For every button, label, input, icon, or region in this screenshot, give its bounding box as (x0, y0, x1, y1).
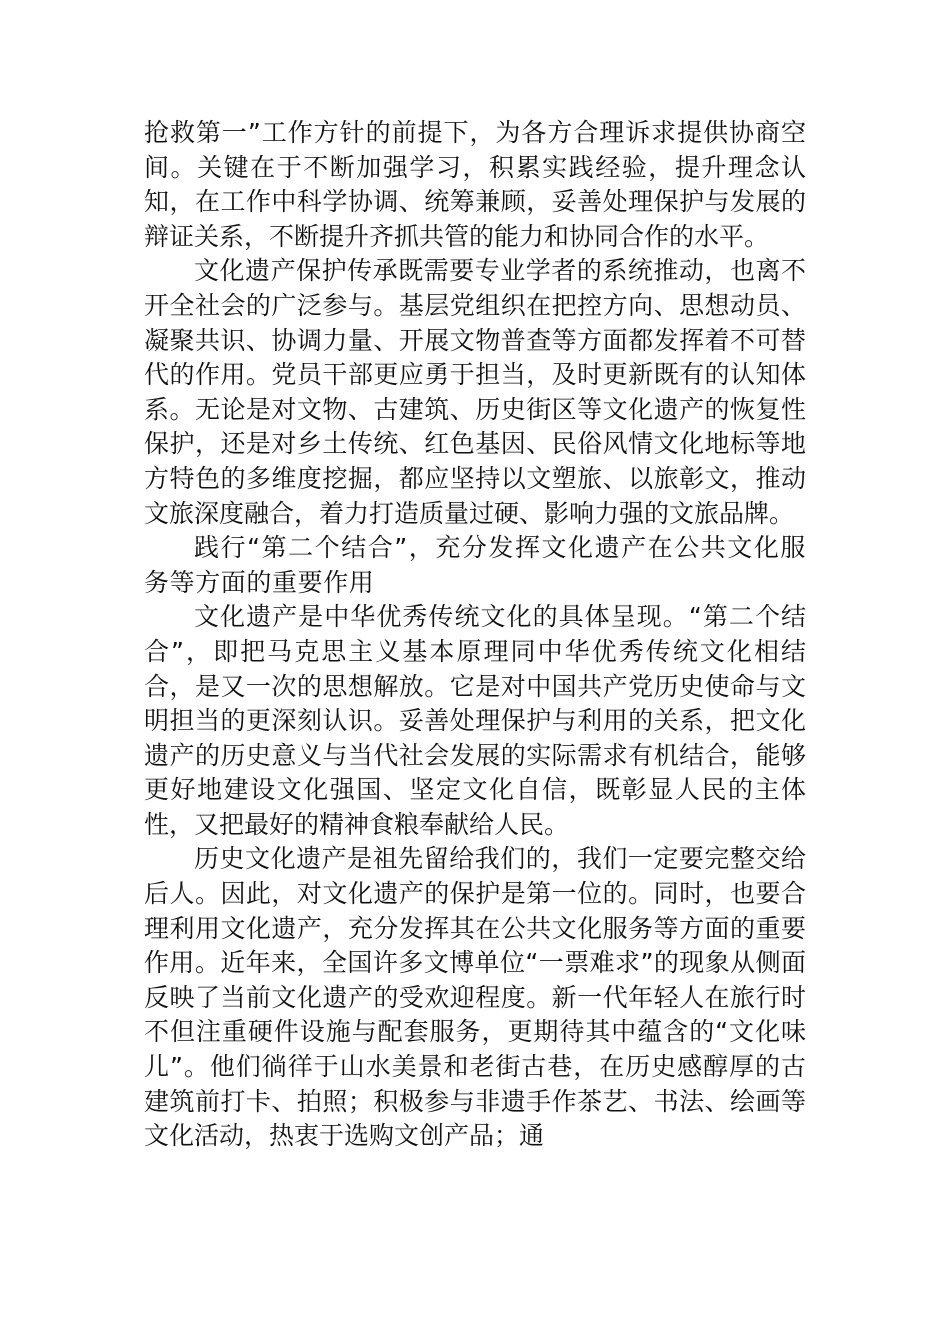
paragraph-continuation: 抢救第一”工作方针的前提下，为各方合理诉求提供协商空间。关键在于不断加强学习，积累实践经验，提升理念认知，在工作中科学协调、统筹兼顾，妥善处理保护与发展的辩证关系，不断提升齐抓共管的能力和协同合作的水平。 (144, 118, 806, 251)
paragraph-heritage-participation: 文化遗产保护传承既需要专业学者的系统推动，也离不开全社会的广泛参与。基层党组织在把控方向、思想动员、凝聚共识、协调力量、开展文物普查等方面都发挥着不可替代的作用。党员干部更应勇于担当，及时更新既有的认知体系。无论是对文物、古建筑、历史街区等文化遗产的恢复性保护，还是对乡土传统、红色基因、民俗风情文化地标等地方特色的多维度挖掘，都应坚持以文塑旅、以旅彰文，推动文旅深度融合，着力打造质量过硬、影响力强的文旅品牌。 (144, 256, 806, 528)
paragraph-second-combination: 文化遗产是中华优秀传统文化的具体呈现。“第二个结合”，即把马克思主义基本原理同中华优秀传统文化相结合，是又一次的思想解放。它是对中国共产党历史使命与文明担当的更深刻认识。妥善处理保护与利用的关系，把文化遗产的历史意义与当代社会发展的实际需求有机结合，能够更好地建设文化强国、坚定文化自信，既彰显人民的主体性，又把最好的精神食粮奉献给人民。 (144, 602, 806, 839)
paragraph-heritage-use: 历史文化遗产是祖先留给我们的，我们一定要完整交给后人。因此，对文化遗产的保护是第一位的。同时，也要合理利用文化遗产，充分发挥其在公共文化服务等方面的重要作用。近年来，全国许多文博单位“一票难求”的现象从侧面反映了当前文化遗产的受欢迎程度。新一代年轻人在旅行时不但注重硬件设施与配套服务，更期待其中蕴含的“文化味儿”。他们徜徉于山水美景和老街古巷，在历史感醇厚的古建筑前打卡、拍照；积极参与非遗手作茶艺、书法、绘画等文化活动，热衷于选购文创产品；通 (144, 844, 806, 1151)
document-body (144, 116, 806, 1154)
section-heading: 践行“第二个结合”，充分发挥文化遗产在公共文化服务等方面的重要作用 (144, 533, 806, 597)
